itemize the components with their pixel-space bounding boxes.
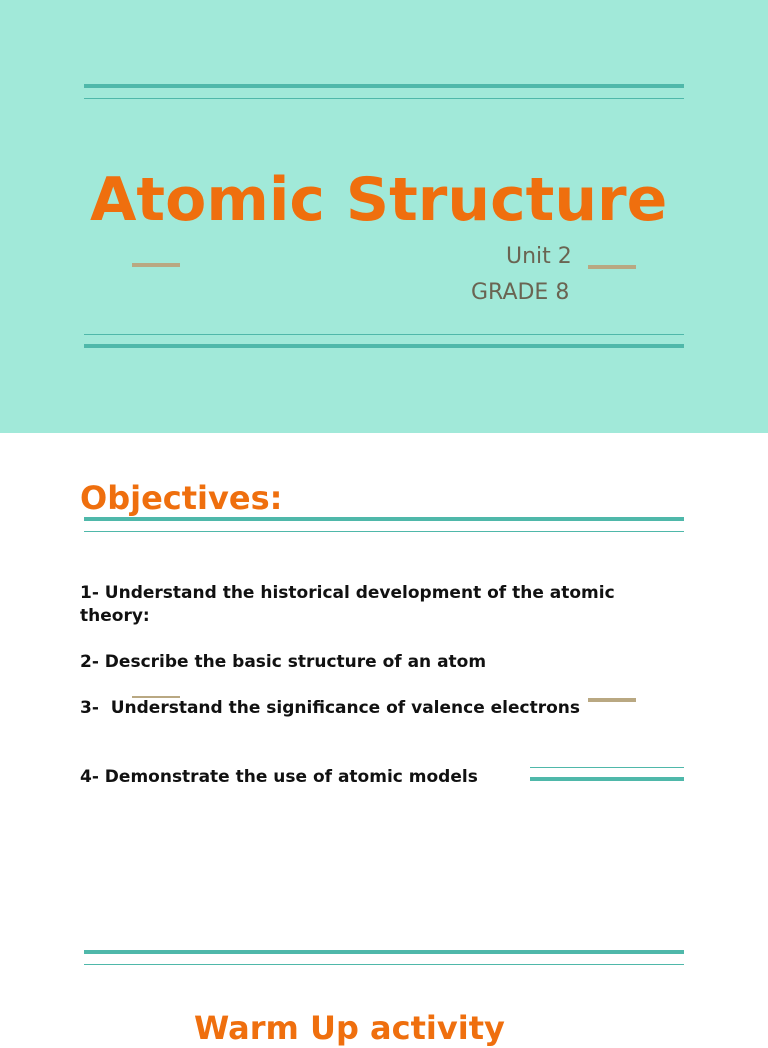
objectives-thin-rule xyxy=(84,531,684,532)
next-slide-thin-rule xyxy=(84,964,684,965)
objective-item-1: 1- Understand the historical development of the atomic theory: xyxy=(80,583,621,626)
bottom-thick-rule xyxy=(84,344,684,348)
objective-item-3: 3- Understand the significance of valence electrons xyxy=(80,698,581,718)
right-accent-dash xyxy=(588,265,636,269)
top-thick-rule xyxy=(84,84,684,88)
unit-label: Unit 2 xyxy=(506,244,572,269)
objectives-thick-rule xyxy=(84,517,684,521)
objective-item-2: 2- Describe the basic structure of an atom xyxy=(80,652,487,672)
bottom-thin-rule xyxy=(84,334,684,335)
grade-label: GRADE 8 xyxy=(471,280,570,305)
objectives-heading: Objectives: xyxy=(80,479,283,517)
top-thin-rule xyxy=(84,98,684,99)
next-slide-thick-rule xyxy=(84,950,684,954)
objective-item-4: 4- Demonstrate the use of atomic models xyxy=(80,767,478,787)
warm-up-heading: Warm Up activity xyxy=(194,1009,505,1047)
title-slide xyxy=(0,0,768,433)
objectives-slide xyxy=(0,433,768,1047)
left-accent-dash xyxy=(132,263,180,267)
slide-title: Atomic Structure xyxy=(90,165,668,235)
